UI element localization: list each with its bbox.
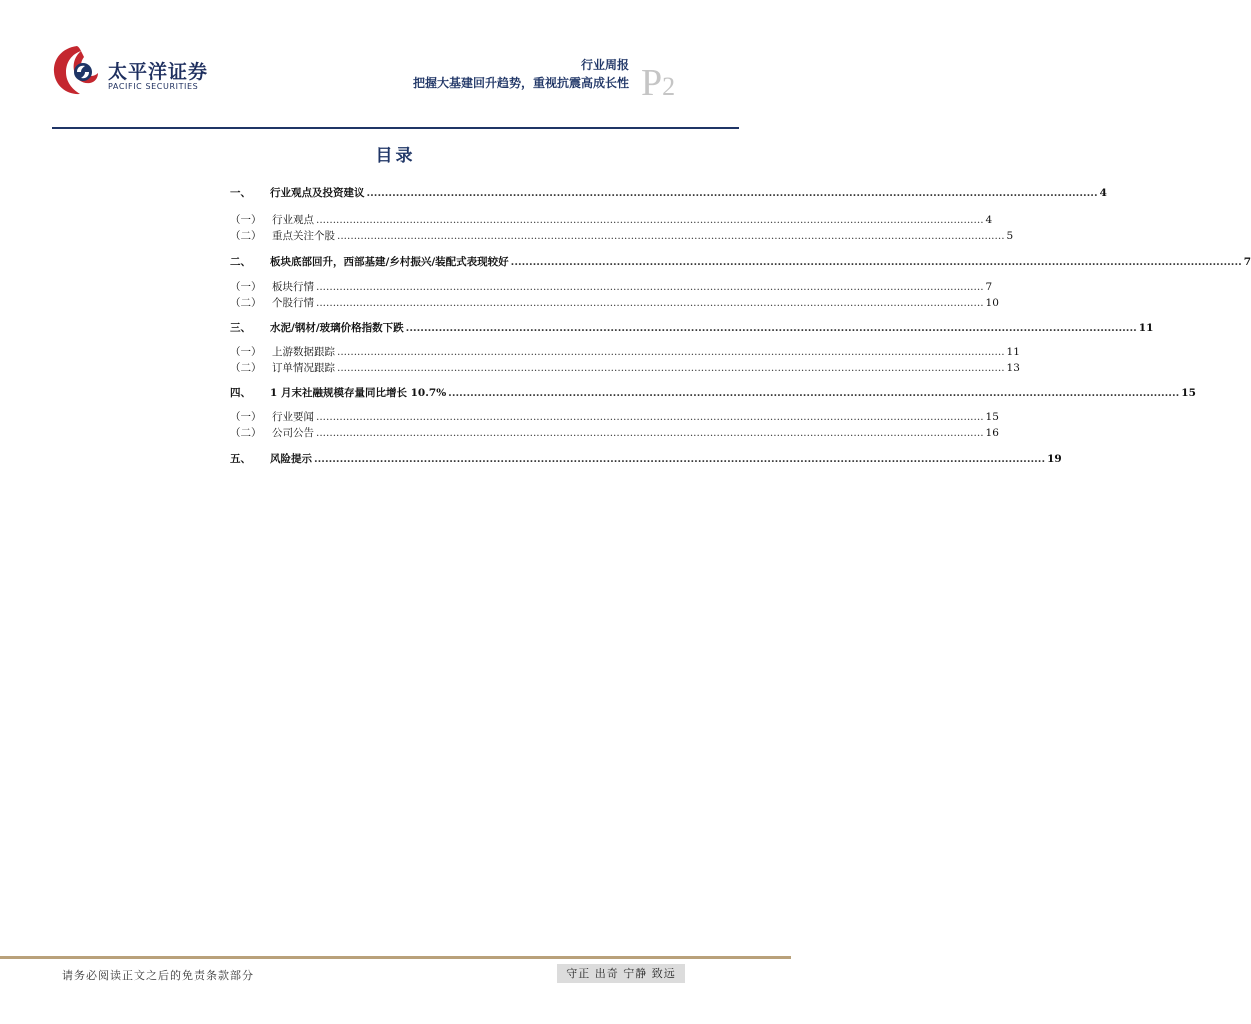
toc-entry-page: 15 [1181,387,1196,399]
toc-entry-page: 16 [985,427,999,439]
toc-leader-dots: ........................................................................................................................................................................................................ [316,214,984,226]
toc-entry-page: 7 [985,281,993,293]
logo-name-cn: 太平洋证券 [108,61,209,83]
toc-entry-number: （二） [230,297,262,309]
toc-leader-dots: ........................................................................................................................................................................................................ [316,297,984,309]
company-logo [50,42,220,98]
toc-entry[interactable] [230,345,1020,359]
toc-entry-title: 上游数据跟踪 [272,346,335,358]
footer-disclaimer: 请务必阅读正文之后的免责条款部分 [62,969,254,982]
logo-name-en: PACIFIC SECURITIES [108,82,199,91]
toc-entry[interactable] [230,255,1251,269]
toc-entry-number: 一、 [230,187,251,199]
footer-rule [0,956,791,959]
toc-leader-dots: ........................................................................................................................................................................................................ [316,281,984,293]
toc-entry-number: （一） [230,214,262,226]
toc-leader-dots: ........................................................................................................................................................................................................ [314,453,1046,465]
toc-entry-number: 五、 [230,453,251,465]
toc-leader-dots: ........................................................................................................................................................................................................ [337,230,1005,242]
toc-entry-title: 重点关注个股 [272,230,335,242]
toc-entry-title: 行业观点 [272,214,314,226]
toc-entry-page: 7 [1243,256,1251,268]
toc-entry-page: 5 [1006,230,1014,242]
toc-entry-title: 行业要闻 [272,411,314,423]
toc-entry-number: 二、 [230,256,251,268]
toc-leader-dots: ........................................................................................................................................................................................................ [337,362,1005,374]
toc-entry-number: 四、 [230,387,251,399]
toc-entry-page: 19 [1047,453,1062,465]
toc-entry-title: 水泥/钢材/玻璃价格指数下跌 [270,322,404,334]
toc-leader-dots: ........................................................................................................................................................................................................ [405,322,1137,334]
toc-leader-dots: ........................................................................................................................................................................................................ [448,387,1180,399]
footer-motto: 守正 出奇 宁静 致远 [557,964,685,983]
toc-entry[interactable] [230,452,1062,466]
header-rule [52,127,739,129]
toc-entry-page: 13 [1006,362,1020,374]
toc-entry-number: 三、 [230,322,251,334]
toc-entry[interactable] [230,280,993,294]
toc-entry[interactable] [230,296,999,310]
toc-entry-number: （一） [230,411,262,423]
toc-entry-title: 风险提示 [270,453,312,465]
toc-entry-number: （一） [230,346,262,358]
toc-entry-number: （二） [230,427,262,439]
toc-entry[interactable] [230,229,1014,243]
toc-leader-dots: ........................................................................................................................................................................................................ [366,187,1098,199]
toc-entry[interactable] [230,321,1154,335]
report-category: 行业周报 [580,58,629,72]
toc-leader-dots: ........................................................................................................................................................................................................ [316,427,984,439]
toc-entry-title: 公司公告 [272,427,314,439]
toc-entry-title: 行业观点及投资建议 [270,187,365,199]
toc-entry[interactable] [230,426,999,440]
toc-entry-title: 板块行情 [272,281,314,293]
toc-entry-title: 板块底部回升，西部基建/乡村振兴/装配式表现较好 [270,256,509,268]
toc-entry-page: 11 [1006,346,1020,358]
toc-entry-page: 4 [1099,187,1107,199]
toc-leader-dots: ........................................................................................................................................................................................................ [337,346,1005,358]
toc-entry-title: 订单情况跟踪 [272,362,335,374]
toc-entry-title: 个股行情 [272,297,314,309]
toc-entry-page: 11 [1138,322,1154,334]
toc-entry[interactable] [230,186,1107,200]
toc-entry[interactable] [230,361,1020,375]
toc-entry-number: （一） [230,281,262,293]
toc-leader-dots: ........................................................................................................................................................................................................ [316,411,984,423]
toc-entry-page: 4 [985,214,993,226]
toc-entry[interactable] [230,213,993,227]
toc-entry[interactable] [230,386,1196,400]
page-digit: 2 [662,72,676,101]
pacific-logo-icon [50,42,104,98]
toc-entry-page: 15 [985,411,999,423]
toc-entry-page: 10 [985,297,999,309]
toc-entry-number: （二） [230,230,262,242]
toc-entry-number: （二） [230,362,262,374]
report-title: 把握大基建回升趋势，重视抗震高成长性 [412,76,629,90]
page-number [641,64,675,102]
toc-entry[interactable] [230,410,999,424]
toc-title: 目录 [375,146,416,166]
page-letter: P [641,62,663,104]
toc-entry-title: 1 月末社融规模存量同比增长 10.7% [270,387,447,399]
toc-leader-dots: ........................................................................................................................................................................................................ [510,256,1242,268]
